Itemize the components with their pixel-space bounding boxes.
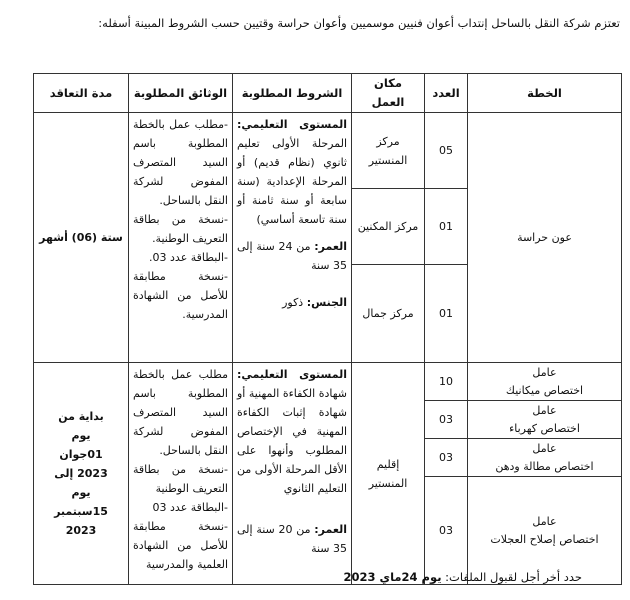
count-cell: 05 <box>425 113 468 189</box>
count-cell: 03 <box>425 477 468 585</box>
header-plan: الخطة <box>468 74 622 113</box>
document-item: -البطاقة عدد 03. <box>149 251 228 264</box>
plan-cell <box>468 363 622 401</box>
plan-line: اختصاص كهرباء <box>509 421 580 435</box>
duration-guard: ستة (06) أشهر <box>34 113 129 363</box>
plan-line: اختصاص إصلاح العجلات <box>490 532 599 546</box>
place-cell: مركز جمال <box>352 265 425 363</box>
table-header-row <box>34 74 622 113</box>
document-item: -مطلب عمل بالخطة المطلوبة باسم السيد المتصرف المفوض لشركة النقل بالساحل. <box>133 118 228 207</box>
header-duration: مدة التعاقد <box>34 74 129 113</box>
header-count: العدد <box>425 74 468 113</box>
place-cell: مركز المنستير <box>352 113 425 189</box>
plan-cell <box>468 401 622 439</box>
conditions-workers <box>233 363 352 585</box>
document-item: -نسخة من بطاقة التعريف الوطنية. <box>133 213 228 245</box>
document-item: مطلب عمل بالخطة المطلوبة باسم السيد المتصرف المفوض لشركة النقل بالساحل. <box>133 368 228 457</box>
duration-workers: بداية من يوم 01جوان 2023 إلى يوم 15سبتمبر 2023 <box>34 363 129 585</box>
plan-cell <box>468 439 622 477</box>
deadline-date: يوم 24ماي 2023 <box>343 570 442 584</box>
plan-line: اختصاص مطالة ودهن <box>495 459 594 473</box>
level-label: المستوى التعليمي: <box>237 368 347 381</box>
table-row <box>34 363 622 401</box>
document-item: -نسخة مطابقة للأصل من الشهادة المدرسية. <box>133 270 228 321</box>
age-label: العمر: <box>314 240 347 253</box>
plan-line: اختصاص ميكانيك <box>505 383 584 397</box>
header-place: مكان العمل <box>352 74 425 113</box>
gender-text: ذكور <box>282 296 304 309</box>
level-text: شهادة الكفاءة المهنية أو شهادة إثبات الكفاءة المهنية في الإختصاص المطلوب وأنهوا على الأقل المرحلة الأولى من التعليم الثانوي <box>236 387 347 495</box>
header-conditions: الشروط المطلوبة <box>233 74 352 113</box>
level-text: المرحلة الأولى تعليم ثانوي (نظام قديم) أو المرحلة الإعدادية (سنة سابعة أو سنة ثامنة أو سنة تاسعة أساسي) <box>237 137 347 226</box>
count-cell: 01 <box>425 265 468 363</box>
table-row <box>34 113 622 189</box>
plan-line: عامل <box>532 514 557 528</box>
document-item: -نسخة مطابقة للأصل من الشهادة العلمية والمدرسية <box>133 520 228 571</box>
gender-label: الجنس: <box>306 296 347 309</box>
documents-workers <box>129 363 233 585</box>
count-cell: 01 <box>425 189 468 265</box>
age-label: العمر: <box>314 523 347 536</box>
age-text: من 24 سنة إلى 35 سنة <box>237 240 347 272</box>
plan-line: عامل <box>532 441 557 455</box>
place-cell: مركز المكنين <box>352 189 425 265</box>
conditions-guard <box>233 113 352 363</box>
documents-guard <box>129 113 233 363</box>
count-cell: 10 <box>425 363 468 401</box>
intro-text: تعتزم شركة النقل بالساحل إنتداب أعوان فنيين موسميين وأعوان حراسة وقتيين حسب الشروط المبينة أسفله: <box>98 16 620 30</box>
level-label: المستوى التعليمي: <box>237 118 347 131</box>
deadline-note <box>344 570 582 584</box>
header-documents: الوثائق المطلوبة <box>129 74 233 113</box>
document-item: -نسخة من بطاقة التعريف الوطنية <box>133 463 228 495</box>
document-item: -البطاقة عدد 03 <box>152 501 228 514</box>
count-cell: 03 <box>425 439 468 477</box>
plan-guard: عون حراسة <box>468 113 622 363</box>
positions-table <box>33 73 622 585</box>
count-cell: 03 <box>425 401 468 439</box>
plan-line: عامل <box>532 365 557 379</box>
age-text: من 20 سنة إلى 35 سنة <box>237 523 347 555</box>
deadline-text: حدد أخر أجل لقبول الملفات: <box>441 570 582 584</box>
plan-cell <box>468 477 622 585</box>
place-monastir-region: إقليم المنستير <box>352 363 425 585</box>
plan-line: عامل <box>532 403 557 417</box>
